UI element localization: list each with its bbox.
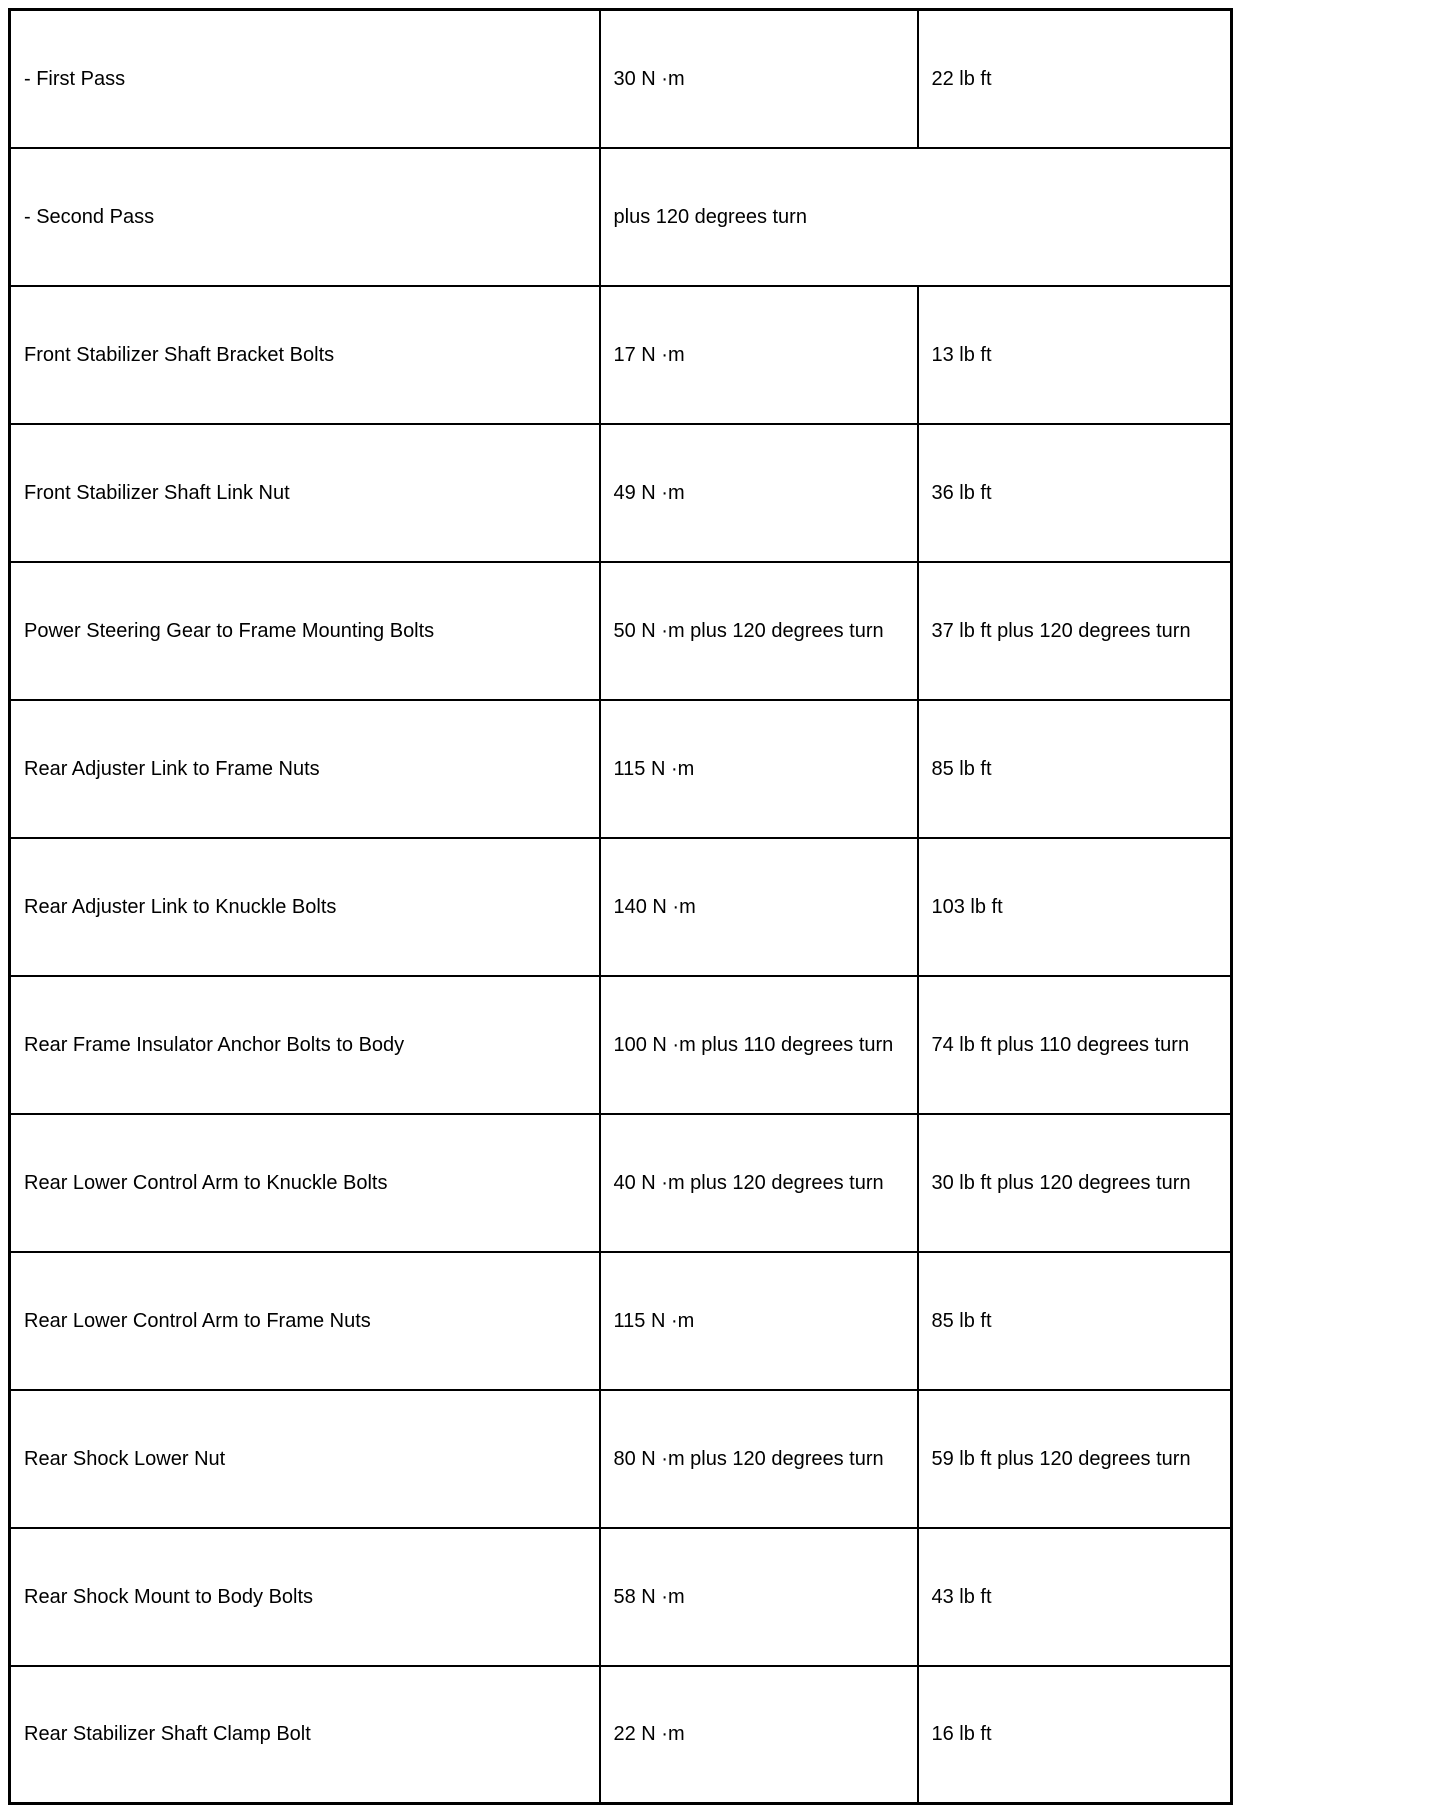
table-row bbox=[10, 1114, 1232, 1252]
english-cell: 74 lb ft plus 110 degrees turn bbox=[918, 976, 1232, 1114]
english-cell: 22 lb ft bbox=[918, 10, 1232, 148]
metric-cell: 58 N ·m bbox=[600, 1528, 918, 1666]
metric-cell: 50 N ·m plus 120 degrees turn bbox=[600, 562, 918, 700]
table-row bbox=[10, 424, 1232, 562]
table-row bbox=[10, 1666, 1232, 1804]
metric-cell: 30 N ·m bbox=[600, 10, 918, 148]
english-cell: 16 lb ft bbox=[918, 1666, 1232, 1804]
english-cell: 30 lb ft plus 120 degrees turn bbox=[918, 1114, 1232, 1252]
application-cell: Rear Shock Lower Nut bbox=[10, 1390, 600, 1528]
application-cell: Rear Shock Mount to Body Bolts bbox=[10, 1528, 600, 1666]
application-cell: Power Steering Gear to Frame Mounting Bolts bbox=[10, 562, 600, 700]
table-row bbox=[10, 838, 1232, 976]
english-cell: 85 lb ft bbox=[918, 1252, 1232, 1390]
table-row bbox=[10, 562, 1232, 700]
table-row bbox=[10, 148, 1232, 286]
table-row bbox=[10, 700, 1232, 838]
metric-cell: 80 N ·m plus 120 degrees turn bbox=[600, 1390, 918, 1528]
table-row bbox=[10, 10, 1232, 148]
english-cell: 43 lb ft bbox=[918, 1528, 1232, 1666]
application-cell: - First Pass bbox=[10, 10, 600, 148]
application-cell: Rear Lower Control Arm to Knuckle Bolts bbox=[10, 1114, 600, 1252]
application-cell: Rear Stabilizer Shaft Clamp Bolt bbox=[10, 1666, 600, 1804]
application-cell: Front Stabilizer Shaft Bracket Bolts bbox=[10, 286, 600, 424]
torque-table-body bbox=[10, 10, 1232, 1804]
english-cell: 36 lb ft bbox=[918, 424, 1232, 562]
metric-cell: 140 N ·m bbox=[600, 838, 918, 976]
table-row bbox=[10, 1252, 1232, 1390]
table-row bbox=[10, 976, 1232, 1114]
torque-specifications-table bbox=[8, 8, 1233, 1805]
metric-cell: 115 N ·m bbox=[600, 1252, 918, 1390]
metric-cell: 115 N ·m bbox=[600, 700, 918, 838]
metric-cell: 17 N ·m bbox=[600, 286, 918, 424]
english-cell: 37 lb ft plus 120 degrees turn bbox=[918, 562, 1232, 700]
metric-cell: 40 N ·m plus 120 degrees turn bbox=[600, 1114, 918, 1252]
metric-cell: 49 N ·m bbox=[600, 424, 918, 562]
application-cell: Rear Adjuster Link to Frame Nuts bbox=[10, 700, 600, 838]
application-cell: Front Stabilizer Shaft Link Nut bbox=[10, 424, 600, 562]
english-cell: 59 lb ft plus 120 degrees turn bbox=[918, 1390, 1232, 1528]
metric-cell: 100 N ·m plus 110 degrees turn bbox=[600, 976, 918, 1114]
table-row bbox=[10, 286, 1232, 424]
metric-cell: 22 N ·m bbox=[600, 1666, 918, 1804]
application-cell: Rear Frame Insulator Anchor Bolts to Body bbox=[10, 976, 600, 1114]
metric-cell: plus 120 degrees turn bbox=[600, 148, 1232, 286]
english-cell: 13 lb ft bbox=[918, 286, 1232, 424]
table-row bbox=[10, 1528, 1232, 1666]
english-cell: 103 lb ft bbox=[918, 838, 1232, 976]
application-cell: Rear Adjuster Link to Knuckle Bolts bbox=[10, 838, 600, 976]
application-cell: - Second Pass bbox=[10, 148, 600, 286]
application-cell: Rear Lower Control Arm to Frame Nuts bbox=[10, 1252, 600, 1390]
english-cell: 85 lb ft bbox=[918, 700, 1232, 838]
table-row bbox=[10, 1390, 1232, 1528]
